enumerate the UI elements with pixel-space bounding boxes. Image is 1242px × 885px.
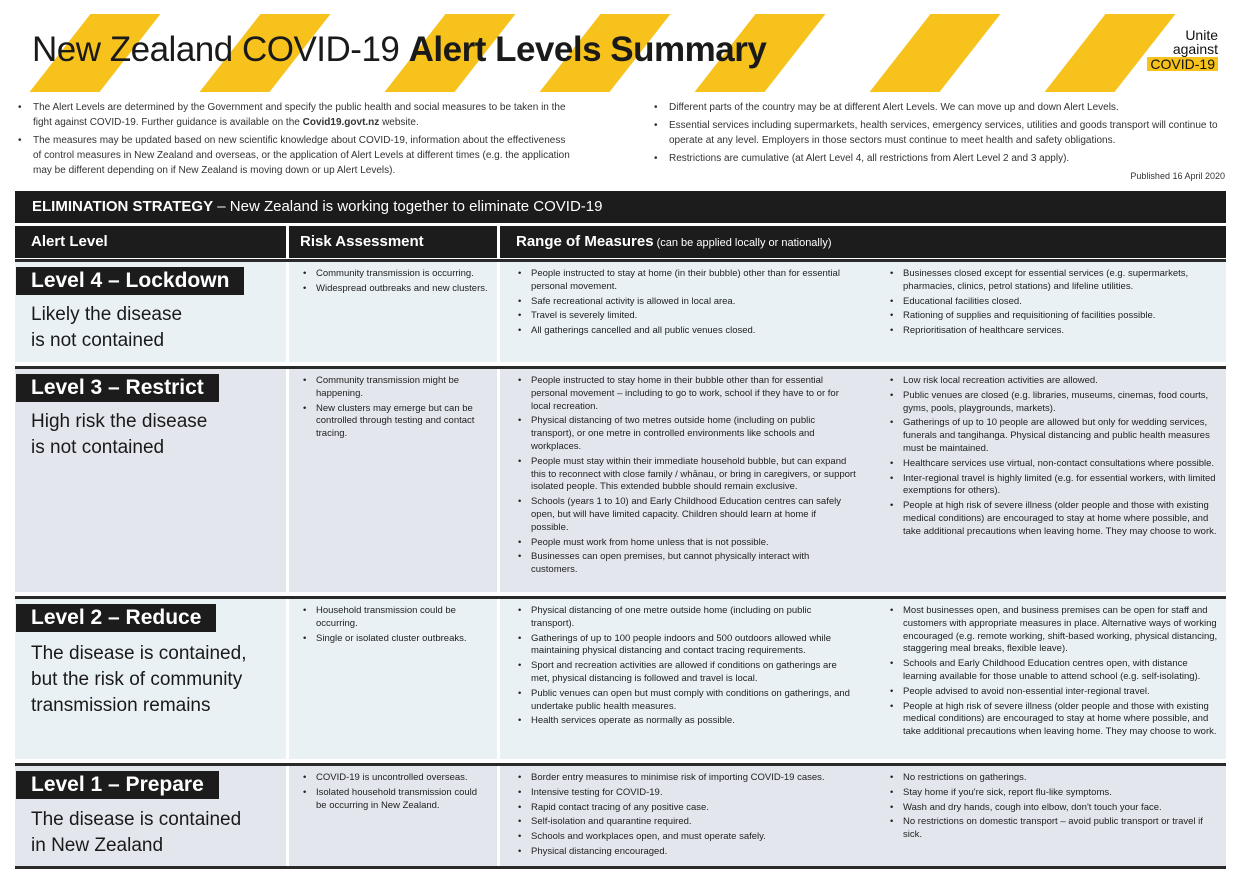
alert-level-cell bbox=[15, 599, 286, 759]
risk-assessment-cell bbox=[289, 599, 497, 759]
level-description-line: High risk the disease bbox=[31, 411, 208, 432]
intro-bullet: • The measures may be updated based on new scientific knowledge about COVID-19, information about the effectiveness of control measures in New Zealand and overseas, or the application of Alert Levels at different times (e.g. the application may be different depending on if New Zealand is moving down or up Alert Levels). bbox=[15, 133, 575, 178]
alert-level-row bbox=[15, 366, 1226, 592]
alert-level-row bbox=[15, 259, 1226, 362]
intro-bullet: • Different parts of the country may be at different Alert Levels. We can move up and down Alert Levels. bbox=[651, 100, 1231, 115]
measure-item: • Stay home if you're sick, report flu-like symptoms. bbox=[888, 787, 1218, 800]
measures-list-left bbox=[516, 268, 856, 340]
measure-item: • Schools (years 1 to 10) and Early Childhood Education centres can safely open, but will have limited capacity. Children should learn at home if possible. bbox=[516, 496, 856, 534]
measure-item: • People must stay within their immediate household bubble, but can expand this to reconnect with close family / whānau, or bring in caregivers, or support isolated people. This extended bubble should remain exclusive. bbox=[516, 456, 856, 494]
measure-item: • Gatherings of up to 10 people are allowed but only for wedding services, funerals and tangihanga. Physical distancing and public health measures must be maintained. bbox=[888, 417, 1218, 455]
measure-item: • People instructed to stay home in their bubble other than for essential personal movement – including to go to work, school if they have to or for local recreation. bbox=[516, 375, 856, 413]
page-title: New Zealand COVID-19 Alert Levels Summary bbox=[32, 30, 767, 69]
measure-item: • Health services operate as normally as possible. bbox=[516, 715, 856, 728]
measure-item: • Self-isolation and quarantine required. bbox=[516, 816, 856, 829]
risk-item: • Isolated household transmission could be occurring in New Zealand. bbox=[301, 787, 489, 813]
measures-cell bbox=[500, 766, 1226, 866]
measures-list-right bbox=[888, 772, 1218, 844]
measures-list-left bbox=[516, 605, 856, 730]
unite-against-covid-logo: Unite against COVID-19 bbox=[1147, 28, 1218, 71]
level-description-line: Likely the disease bbox=[31, 304, 183, 325]
measure-item: • Rationing of supplies and requisitioning of facilities possible. bbox=[888, 310, 1218, 323]
measure-item: • Businesses closed except for essential services (e.g. supermarkets, pharmacies, clinics, petrol stations) and lifeline utilities. bbox=[888, 268, 1218, 294]
level-description-line: The disease is contained, bbox=[31, 643, 247, 664]
level-description-line: transmission remains bbox=[31, 695, 211, 716]
measures-list-right bbox=[888, 268, 1218, 340]
measures-cell bbox=[500, 262, 1226, 362]
measure-item: • Physical distancing encouraged. bbox=[516, 846, 856, 859]
measures-cell bbox=[500, 369, 1226, 592]
measure-item: • Low risk local recreation activities are allowed. bbox=[888, 375, 1218, 388]
measure-item: • People advised to avoid non-essential inter-regional travel. bbox=[888, 686, 1218, 699]
intro-bullet: • Restrictions are cumulative (at Alert Level 4, all restrictions from Alert Level 2 and 3 apply). bbox=[651, 151, 1231, 166]
column-header-range-of-measures: Range of Measures (can be applied locally or nationally) bbox=[500, 226, 1226, 258]
alert-level-cell bbox=[15, 766, 286, 866]
measure-item: • People must work from home unless that is not possible. bbox=[516, 537, 856, 550]
risk-list bbox=[301, 375, 489, 443]
level-description-line: in New Zealand bbox=[31, 835, 164, 856]
risk-item: • COVID-19 is uncontrolled overseas. bbox=[301, 772, 489, 785]
measure-item: • Sport and recreation activities are allowed if conditions on gatherings are met, physical distancing is followed and travel is local. bbox=[516, 660, 856, 686]
measures-cell bbox=[500, 599, 1226, 759]
measure-item: • Schools and Early Childhood Education centres open, with distance learning available for those unable to attend school (e.g. self-isolating). bbox=[888, 658, 1218, 684]
published-date: Published 16 April 2020 bbox=[1130, 171, 1225, 181]
measure-item: • Businesses can open premises, but cannot physically interact with customers. bbox=[516, 551, 856, 577]
measure-item: • Physical distancing of one metre outside home (including on public transport). bbox=[516, 605, 856, 631]
column-header-risk-assessment: Risk Assessment bbox=[289, 226, 497, 258]
measure-item: • Most businesses open, and business premises can be open for staff and customers with appropriate measures in place. Alternative ways of working encouraged (e.g. remote working, shift-based working, physical distancing, staggering meal breaks, flexible leave). bbox=[888, 605, 1218, 656]
risk-assessment-cell bbox=[289, 766, 497, 866]
intro-bullet: • The Alert Levels are determined by the Government and specify the public health and social measures to be taken in the fight against COVID-19. Further guidance is available on the Covid19.govt.nz website. bbox=[15, 100, 575, 130]
measure-item: • Schools and workplaces open, and must operate safely. bbox=[516, 831, 856, 844]
measure-item: • Travel is severely limited. bbox=[516, 310, 856, 323]
alert-level-row bbox=[15, 763, 1226, 866]
measure-item: • All gatherings cancelled and all public venues closed. bbox=[516, 325, 856, 338]
risk-item: • Community transmission is occurring. bbox=[301, 268, 489, 281]
measure-item: • No restrictions on gatherings. bbox=[888, 772, 1218, 785]
measure-item: • Healthcare services use virtual, non-contact consultations where possible. bbox=[888, 458, 1218, 471]
level-label: Level 4 – Lockdown bbox=[16, 267, 244, 295]
measures-list-right bbox=[888, 375, 1218, 541]
measure-item: • People at high risk of severe illness (older people and those with existing medical conditions) are encouraged to stay at home where possible, and take additional precautions when leaving home. They may choose to work. bbox=[888, 701, 1218, 739]
risk-item: • Community transmission might be happening. bbox=[301, 375, 489, 401]
measure-item: • Educational facilities closed. bbox=[888, 296, 1218, 309]
risk-list bbox=[301, 605, 489, 647]
website-name: Covid19.govt.nz bbox=[302, 117, 380, 128]
alert-level-row bbox=[15, 596, 1226, 759]
level-label: Level 1 – Prepare bbox=[16, 771, 219, 799]
level-label: Level 2 – Reduce bbox=[16, 604, 216, 632]
level-description-line: The disease is contained bbox=[31, 809, 242, 830]
table-bottom-border bbox=[15, 866, 1226, 869]
measure-item: • Reprioritisation of healthcare services. bbox=[888, 325, 1218, 338]
measure-item: • Public venues can open but must comply with conditions on gatherings, and undertake public health measures. bbox=[516, 688, 856, 714]
alert-level-cell bbox=[15, 369, 286, 592]
intro-bullet: • Essential services including supermarkets, health services, emergency services, utilities and goods transport will continue to operate at any level. Employers in those sectors must continue to meet health and safety obligations. bbox=[651, 118, 1231, 148]
elimination-strategy-banner: ELIMINATION STRATEGY – New Zealand is working together to eliminate COVID-19 bbox=[15, 191, 1226, 223]
risk-item: • Single or isolated cluster outbreaks. bbox=[301, 633, 489, 646]
measure-item: • Gatherings of up to 100 people indoors and 500 outdoors allowed while maintaining physical distancing and contact tracing requirements. bbox=[516, 633, 856, 659]
level-description-line: is not contained bbox=[31, 330, 165, 351]
measure-item: • People instructed to stay at home (in their bubble) other than for essential personal movement. bbox=[516, 268, 856, 294]
measure-item: • People at high risk of severe illness (older people and those with existing medical conditions) are encouraged to stay at home where possible, and take additional precautions when leaving home. They may choose to work. bbox=[888, 500, 1218, 538]
measure-item: • Border entry measures to minimise risk of importing COVID-19 cases. bbox=[516, 772, 856, 785]
alert-level-cell bbox=[15, 262, 286, 362]
risk-list bbox=[301, 772, 489, 814]
intro-left bbox=[15, 100, 575, 181]
measure-item: • Safe recreational activity is allowed in local area. bbox=[516, 296, 856, 309]
risk-list bbox=[301, 268, 489, 298]
level-description-line: but the risk of community bbox=[31, 669, 243, 690]
measure-item: • Intensive testing for COVID-19. bbox=[516, 787, 856, 800]
measure-item: • Rapid contact tracing of any positive case. bbox=[516, 802, 856, 815]
measure-item: • Public venues are closed (e.g. libraries, museums, cinemas, food courts, gyms, pools, playgrounds, markets). bbox=[888, 390, 1218, 416]
risk-item: • New clusters may emerge but can be controlled through testing and contact tracing. bbox=[301, 403, 489, 441]
level-description bbox=[31, 807, 241, 859]
risk-assessment-cell bbox=[289, 369, 497, 592]
level-description bbox=[31, 302, 182, 354]
measures-list-left bbox=[516, 772, 856, 861]
measure-item: • Inter-regional travel is highly limited (e.g. for essential workers, with limited exemptions for others). bbox=[888, 473, 1218, 499]
level-description bbox=[31, 641, 246, 719]
level-label: Level 3 – Restrict bbox=[16, 374, 219, 402]
column-header-alert-level: Alert Level bbox=[15, 226, 286, 258]
intro-right bbox=[651, 100, 1231, 169]
risk-item: • Household transmission could be occurring. bbox=[301, 605, 489, 631]
measure-item: • Wash and dry hands, cough into elbow, don't touch your face. bbox=[888, 802, 1218, 815]
measure-item: • No restrictions on domestic transport – avoid public transport or travel if sick. bbox=[888, 816, 1218, 842]
measures-list-right bbox=[888, 605, 1218, 741]
risk-item: • Widespread outbreaks and new clusters. bbox=[301, 283, 489, 296]
risk-assessment-cell bbox=[289, 262, 497, 362]
level-description bbox=[31, 409, 207, 461]
measure-item: • Physical distancing of two metres outside home (including on public transport), or one metre in controlled environments like schools and workplaces. bbox=[516, 415, 856, 453]
level-description-line: is not contained bbox=[31, 437, 165, 458]
measures-list-left bbox=[516, 375, 856, 579]
